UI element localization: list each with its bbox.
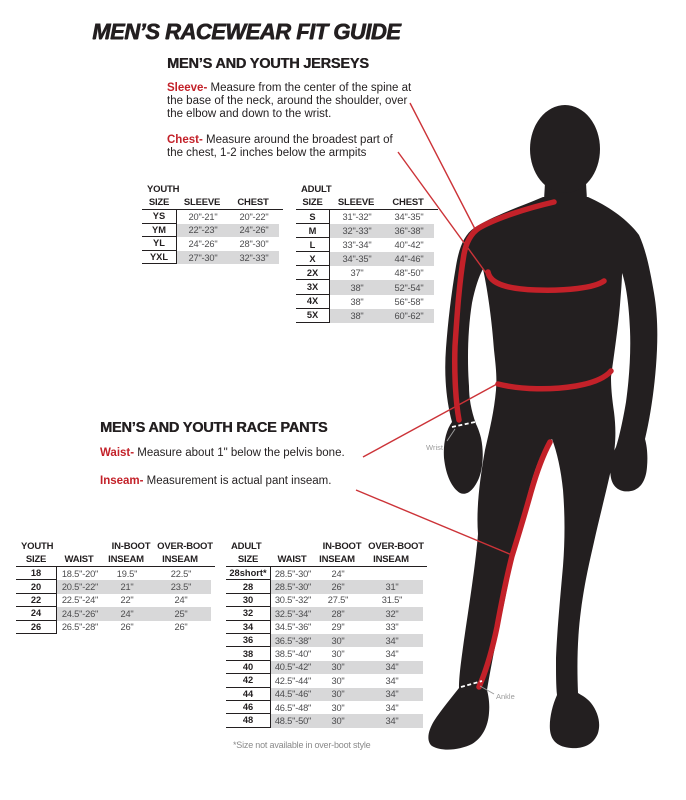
size-cell: L: [296, 238, 330, 252]
size-cell: 4X: [296, 295, 330, 309]
value-cell: 18.5"-20": [61, 568, 99, 579]
inseam-instruction-text: Measurement is actual pant inseam.: [146, 475, 332, 487]
size-cell: 28short*: [226, 567, 271, 580]
column-header: [388, 183, 438, 196]
value-cell: 38.5"-40": [274, 649, 312, 660]
value-cell: 34"-35": [394, 212, 424, 223]
column-header: OVER-BOOT: [368, 541, 424, 552]
size-cell: 2X: [296, 266, 330, 280]
table-row: [142, 251, 283, 265]
value-cell: 30": [315, 634, 361, 647]
value-cell: 56"-58": [394, 296, 424, 307]
value-cell: 31.5": [381, 595, 403, 606]
table-row: [226, 580, 427, 593]
page-title: MEN’S RACEWEAR FIT GUIDE: [92, 19, 401, 44]
table-row: [226, 567, 427, 580]
table-group-label: YOUTH: [21, 541, 54, 552]
value-cell: 46.5"-48": [274, 702, 312, 713]
size-cell: 32: [226, 607, 271, 620]
size-cell: 18: [16, 567, 57, 580]
table-row: [296, 238, 438, 252]
adult-pants-size-table: [226, 540, 427, 728]
table-row: [226, 607, 427, 620]
value-cell: 42.5"-44": [274, 675, 312, 686]
waist-instruction-label: Waist-: [100, 447, 135, 459]
table-row: [142, 196, 283, 210]
value-cell: 28.5"-30": [271, 580, 315, 593]
table-row: [296, 309, 438, 323]
table-row: [226, 701, 427, 714]
value-cell: 22"-23": [177, 224, 229, 238]
inseam-instruction-label: Inseam-: [100, 475, 144, 487]
table-row: [142, 183, 283, 196]
size-cell: YM: [142, 224, 177, 238]
size-cell: 3X: [296, 280, 330, 294]
value-cell: 52"-54": [384, 280, 434, 294]
table-group-label: YOUTH: [147, 184, 180, 195]
table-row: [16, 553, 215, 567]
size-cell: 22: [16, 594, 57, 607]
column-header: SLEEVE: [337, 197, 375, 208]
size-cell: 36: [226, 634, 271, 647]
value-cell: 20.5"-22": [57, 580, 103, 593]
ankle-label: Ankle: [496, 692, 515, 701]
chest-instruction-label: Chest-: [167, 134, 203, 146]
size-cell: 48: [226, 714, 271, 727]
value-cell: 24": [174, 595, 188, 606]
value-cell: 30.5"-32": [274, 595, 312, 606]
value-cell: 32"-33": [229, 251, 279, 265]
value-cell: 34": [361, 714, 423, 727]
column-header: INSEAM: [162, 554, 198, 565]
value-cell: 34"-35": [330, 252, 384, 266]
column-header: WAIST: [277, 554, 307, 565]
table-row: [16, 567, 215, 580]
value-cell: 34": [361, 688, 423, 701]
value-cell: 21": [103, 580, 151, 593]
value-cell: 34": [361, 661, 423, 674]
table-row: [296, 266, 438, 280]
youth-pants-size-table: [16, 540, 215, 634]
value-cell: 34.5"-36": [274, 622, 312, 633]
value-cell: 28": [315, 607, 361, 620]
table-row: [226, 540, 427, 553]
value-cell: 28.5"-30": [274, 568, 312, 579]
value-cell: 32"-33": [330, 224, 384, 238]
value-cell: 24": [103, 607, 151, 620]
column-header: OVER-BOOT: [157, 541, 213, 552]
column-header: [275, 540, 319, 553]
column-header: SIZE: [302, 197, 323, 208]
table-row: [226, 661, 427, 674]
size-cell: 38: [226, 647, 271, 660]
value-cell: 36.5"-38": [271, 634, 315, 647]
value-cell: 27.5": [327, 595, 349, 606]
table-row: [16, 594, 215, 607]
value-cell: 24.5"-26": [57, 607, 103, 620]
table-row: [296, 280, 438, 294]
pants-section-heading: MEN’S AND YOUTH RACE PANTS: [100, 420, 328, 436]
value-cell: 27"-30": [177, 251, 229, 265]
value-cell: 23.5": [151, 580, 211, 593]
size-cell: YXL: [142, 251, 177, 265]
value-cell: 34": [385, 649, 399, 660]
table-row: [16, 621, 215, 634]
size-cell: 40: [226, 661, 271, 674]
waist-instruction-text: Measure about 1" below the pelvis bone.: [137, 447, 345, 459]
value-cell: 28"-30": [239, 238, 269, 249]
chest-instruction-text: Measure around the broadest part of the chest, 1-2 inches below the armpits: [167, 134, 393, 160]
value-cell: 44.5"-46": [271, 688, 315, 701]
value-cell: 40"-42": [394, 240, 424, 251]
value-cell: 22": [120, 595, 134, 606]
value-cell: 24"-26": [229, 224, 279, 238]
table-row: [142, 237, 283, 251]
value-cell: 60"-62": [384, 309, 434, 323]
value-cell: 48"-50": [394, 268, 424, 279]
table-row: [296, 224, 438, 238]
column-header: INSEAM: [108, 554, 144, 565]
table-row: [226, 594, 427, 607]
value-cell: 22.5": [170, 568, 192, 579]
table-row: [226, 714, 427, 727]
size-cell: 24: [16, 607, 57, 620]
column-header: WAIST: [64, 554, 94, 565]
value-cell: 26": [174, 622, 188, 633]
chest-instruction: [167, 134, 405, 160]
value-cell: 31": [361, 580, 423, 593]
table-row: [226, 647, 427, 660]
table-row: [16, 540, 215, 553]
column-header: INSEAM: [319, 554, 355, 565]
column-header: CHEST: [392, 197, 424, 208]
table-row: [16, 580, 215, 593]
size-cell: YL: [142, 237, 177, 251]
column-header: SLEEVE: [183, 197, 221, 208]
sleeve-instruction: [167, 82, 419, 122]
head: [530, 105, 600, 193]
size-cell: M: [296, 224, 330, 238]
value-cell: 25": [151, 607, 211, 620]
adult-jerseys-size-table: [296, 183, 438, 323]
table-row: [226, 688, 427, 701]
value-cell: 48.5"-50": [271, 714, 315, 727]
value-cell: 38": [350, 296, 364, 307]
table-row: [16, 607, 215, 620]
value-cell: 38": [330, 280, 384, 294]
table-row: [296, 252, 438, 266]
size-cell: 42: [226, 674, 271, 687]
size-cell: 28: [226, 580, 271, 593]
column-header: SIZE: [148, 197, 170, 208]
value-cell: 32": [361, 607, 423, 620]
value-cell: 33"-34": [342, 240, 372, 251]
size-cell: 30: [226, 594, 271, 607]
inseam-instruction: [100, 475, 331, 488]
value-cell: [361, 567, 423, 580]
value-cell: 34": [361, 634, 423, 647]
table-row: [226, 621, 427, 634]
table-row: [296, 210, 438, 224]
value-cell: 36"-38": [384, 224, 434, 238]
value-cell: 34": [385, 702, 399, 713]
column-header: [233, 183, 283, 196]
column-header: SIZE: [25, 554, 47, 565]
size-cell: 46: [226, 701, 271, 714]
value-cell: 22.5"-24": [61, 595, 99, 606]
value-cell: 32.5"-34": [271, 607, 315, 620]
value-cell: 31"-32": [342, 212, 372, 223]
value-cell: 19.5": [116, 568, 138, 579]
table-row: [296, 196, 438, 210]
value-cell: 20"-22": [239, 211, 269, 222]
column-header: INSEAM: [373, 554, 409, 565]
wrist-label: Wrist: [426, 443, 443, 452]
value-cell: 30": [331, 649, 345, 660]
value-cell: 30": [331, 675, 345, 686]
size-cell: 44: [226, 688, 271, 701]
table-row: [226, 634, 427, 647]
value-cell: 37": [350, 268, 364, 279]
value-cell: 24": [331, 568, 345, 579]
column-header: IN-BOOT: [111, 541, 151, 552]
youth-jerseys-size-table: [142, 183, 283, 264]
size-footnote: *Size not available in over-boot style: [233, 740, 371, 750]
waist-instruction: [100, 447, 345, 460]
value-cell: 26": [120, 622, 134, 633]
size-cell: S: [296, 210, 330, 224]
value-cell: 20"-21": [188, 211, 218, 222]
size-cell: X: [296, 252, 330, 266]
size-cell: 20: [16, 580, 57, 593]
table-row: [296, 295, 438, 309]
value-cell: 38": [330, 309, 384, 323]
column-header: [334, 183, 388, 196]
column-header: IN-BOOT: [322, 541, 362, 552]
size-cell: 26: [16, 621, 57, 634]
table-row: [296, 183, 438, 196]
value-cell: 34": [385, 675, 399, 686]
table-row: [226, 674, 427, 687]
value-cell: 29": [331, 622, 345, 633]
table-row: [142, 210, 283, 224]
size-cell: YS: [142, 210, 177, 224]
sleeve-instruction-text: Measure from the center of the spine at the base of the neck, around the shoulder, over the elbow and down to the wrist.: [167, 82, 412, 121]
table-row: [226, 553, 427, 567]
value-cell: 30": [315, 661, 361, 674]
value-cell: 26.5"-28": [61, 622, 99, 633]
table-row: [142, 224, 283, 238]
size-cell: 34: [226, 621, 271, 634]
value-cell: 40.5"-42": [271, 661, 315, 674]
table-group-label: ADULT: [301, 184, 332, 195]
sleeve-instruction-label: Sleeve-: [167, 82, 208, 94]
value-cell: 24"-26": [188, 238, 218, 249]
column-header: [61, 540, 107, 553]
value-cell: 33": [385, 622, 399, 633]
value-cell: 30": [315, 688, 361, 701]
value-cell: 26": [315, 580, 361, 593]
table-group-label: ADULT: [231, 541, 262, 552]
jerseys-section-heading: MEN’S AND YOUTH JERSEYS: [167, 56, 369, 72]
value-cell: 30": [315, 714, 361, 727]
column-header: [181, 183, 233, 196]
value-cell: 30": [331, 702, 345, 713]
column-header: SIZE: [237, 554, 259, 565]
column-header: CHEST: [237, 197, 269, 208]
value-cell: 44"-46": [384, 252, 434, 266]
size-cell: 5X: [296, 309, 330, 323]
